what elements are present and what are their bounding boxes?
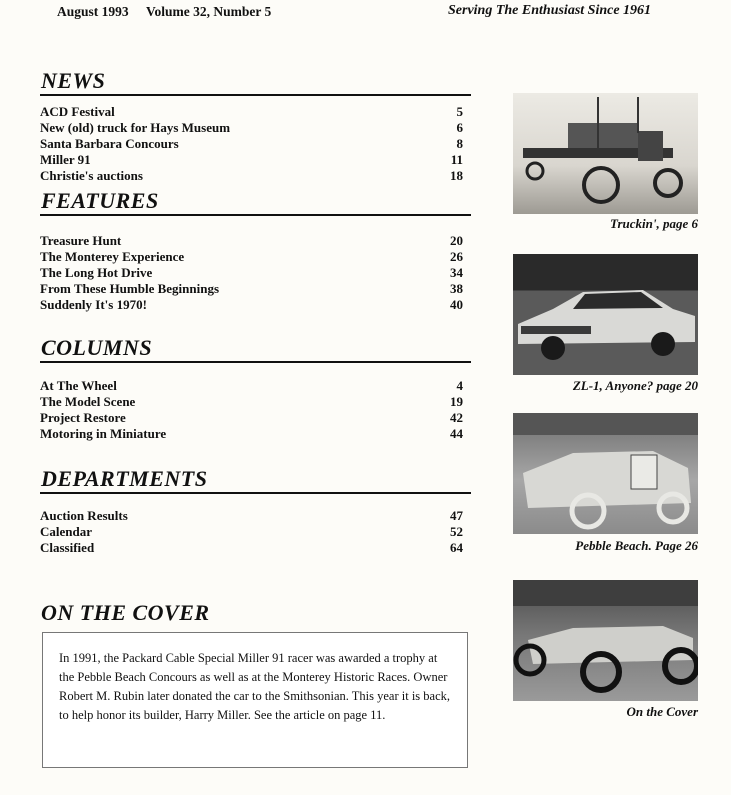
entry-page: 64 (450, 540, 463, 555)
toc-entry[interactable] (40, 378, 471, 394)
entry-page: 5 (456, 104, 463, 119)
toc-entry[interactable] (40, 152, 471, 168)
toc-entry[interactable] (40, 281, 471, 297)
entry-title: Santa Barbara Concours (40, 136, 179, 151)
photo-caption: On the Cover (626, 704, 698, 719)
entry-title: The Long Hot Drive (40, 265, 153, 280)
toc-entry[interactable] (40, 136, 471, 152)
entry-page: 38 (450, 281, 463, 296)
entry-title: Treasure Hunt (40, 233, 122, 248)
entry-page: 44 (450, 426, 463, 441)
entry-page: 26 (450, 249, 463, 264)
entry-title: Auction Results (40, 508, 128, 523)
section-features (40, 188, 471, 313)
entry-title: Calendar (40, 524, 92, 539)
section-on-the-cover (40, 600, 473, 768)
toc-entry[interactable] (40, 426, 471, 442)
entry-title: Suddenly It's 1970! (40, 297, 147, 312)
entry-title: From These Humble Beginnings (40, 281, 220, 296)
cover-racer-photo (513, 580, 698, 701)
toc-entry[interactable] (40, 297, 471, 313)
entry-page: 19 (450, 394, 463, 409)
issue-volume: Volume 32, Number 5 (146, 4, 272, 19)
toc-entry[interactable] (40, 233, 471, 249)
toc-entry[interactable] (40, 524, 471, 540)
toc-entry[interactable] (40, 265, 471, 281)
photo-caption: ZL-1, Anyone? page 20 (572, 378, 698, 393)
camaro-illustration (513, 254, 698, 375)
cover-description: In 1991, the Packard Cable Special Miller 91 racer was awarded a trophy at the Pebble Beach Concours as well as at the Monterey Historic Races. Owner Robert M. Rubin later donated the car to the Smithsonian. This year it is back, to help honor its builder, Harry Miller. See the article on page 11. (42, 632, 468, 768)
tagline: Serving The Enthusiast Since 1961 (448, 3, 652, 18)
entry-page: 34 (450, 265, 463, 280)
section-title-cover: ON THE COVER (41, 600, 210, 625)
photo-caption: Truckin', page 6 (610, 216, 698, 231)
entry-title: At The Wheel (40, 378, 117, 393)
toc-entry[interactable] (40, 540, 471, 556)
classic-car-illustration (513, 413, 698, 534)
entry-title: The Model Scene (40, 394, 136, 409)
entry-title: ACD Festival (40, 104, 115, 119)
toc-entry[interactable] (40, 104, 471, 120)
toc-entry[interactable] (40, 249, 471, 265)
toc-entry[interactable] (40, 394, 471, 410)
toc-entry[interactable] (40, 120, 471, 136)
issue-date: August 1993 (57, 4, 129, 19)
section-title-columns: COLUMNS (40, 335, 471, 363)
camaro-photo (513, 254, 698, 375)
section-title-news: NEWS (40, 68, 471, 96)
pebble-beach-photo (513, 413, 698, 534)
entry-page: 47 (450, 508, 463, 523)
entry-title: The Monterey Experience (40, 249, 185, 264)
entry-page: 8 (456, 136, 463, 151)
toc-entry[interactable] (40, 168, 471, 184)
entry-page: 20 (450, 233, 463, 248)
entry-page: 52 (450, 524, 463, 539)
entry-title: Project Restore (40, 410, 126, 425)
section-title-departments: DEPARTMENTS (40, 466, 471, 494)
toc-entry[interactable] (40, 508, 471, 524)
racer-illustration (513, 580, 698, 701)
photo-caption: Pebble Beach. Page 26 (575, 538, 698, 553)
entry-page: 18 (450, 168, 463, 183)
entry-title: New (old) truck for Hays Museum (40, 120, 231, 135)
entry-title: Miller 91 (40, 152, 91, 167)
entry-title: Classified (40, 540, 95, 555)
issue-info (57, 4, 271, 20)
toc-entry[interactable] (40, 410, 471, 426)
truck-illustration (513, 93, 698, 214)
entry-title: Christie's auctions (40, 168, 143, 183)
entry-page: 40 (450, 297, 463, 312)
truck-photo (513, 93, 698, 214)
entry-page: 42 (450, 410, 463, 425)
entry-page: 4 (456, 378, 463, 393)
section-news (40, 68, 471, 184)
entry-title: Motoring in Miniature (40, 426, 167, 441)
section-columns (40, 335, 471, 442)
entry-page: 11 (450, 152, 463, 167)
section-title-features: FEATURES (40, 188, 471, 216)
entry-page: 6 (456, 120, 463, 135)
section-departments (40, 466, 471, 556)
